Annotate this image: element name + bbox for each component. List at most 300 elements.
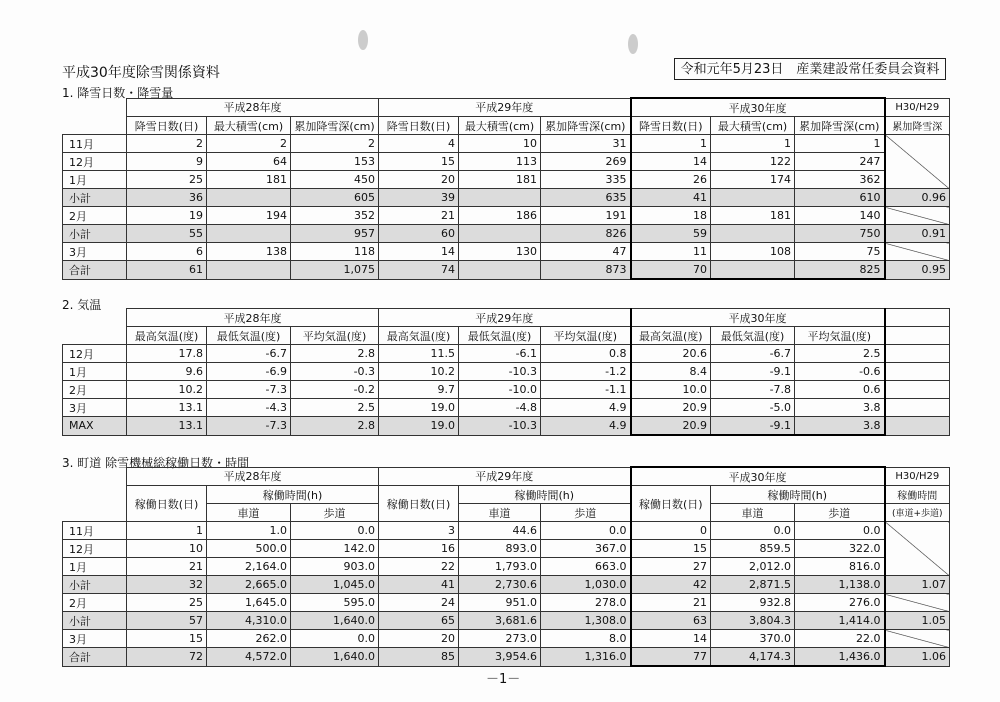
table-cell: 20 bbox=[379, 171, 459, 189]
ratio-empty-diag bbox=[885, 522, 950, 576]
ratio-cell: 1.06 bbox=[885, 648, 950, 667]
table-cell: 278.0 bbox=[541, 594, 631, 612]
machine-year-h28: 平成28年度 bbox=[127, 467, 379, 486]
table-cell: 610 bbox=[795, 189, 885, 207]
col-op-days: 稼働日数(日) bbox=[127, 486, 207, 522]
table-cell: 2 bbox=[207, 135, 291, 153]
table-cell: 153 bbox=[291, 153, 379, 171]
table-cell: 25 bbox=[127, 594, 207, 612]
table-cell: 2,871.5 bbox=[711, 576, 795, 594]
table-row bbox=[63, 612, 950, 630]
table-cell: 9.6 bbox=[127, 363, 207, 381]
table-cell: 70 bbox=[631, 261, 711, 280]
table-cell: 500.0 bbox=[207, 540, 291, 558]
col-max-snow: 最大積雪(cm) bbox=[207, 117, 291, 135]
row-label: 2月 bbox=[63, 207, 127, 225]
table-cell: 335 bbox=[541, 171, 631, 189]
section-2-heading: 2. 気温 bbox=[62, 298, 102, 312]
table-cell bbox=[207, 261, 291, 280]
table-cell: 0.0 bbox=[795, 522, 885, 540]
col-sidewalk: 歩道 bbox=[541, 504, 631, 522]
row-label: 11月 bbox=[63, 135, 127, 153]
row-label: 3月 bbox=[63, 630, 127, 648]
table-cell: 22.0 bbox=[795, 630, 885, 648]
section-3-heading: 3. 町道 除雪機械総稼働日数・時間 bbox=[62, 456, 250, 470]
table-cell: 25 bbox=[127, 171, 207, 189]
ratio-cell: 0.95 bbox=[885, 261, 950, 280]
ratio-cell: 0.96 bbox=[885, 189, 950, 207]
ratio-empty-diag bbox=[885, 207, 950, 225]
col-snow-days: 降雪日数(日) bbox=[127, 117, 207, 135]
table-cell: 20.6 bbox=[631, 345, 711, 363]
table-cell: 1,645.0 bbox=[207, 594, 291, 612]
table-cell: -10.3 bbox=[459, 417, 541, 436]
col-ratio-hours: 稼働時間 bbox=[885, 486, 950, 504]
table-cell: 14 bbox=[379, 243, 459, 261]
table-cell: -6.1 bbox=[459, 345, 541, 363]
table-cell: 10 bbox=[127, 540, 207, 558]
col-cum-snow: 累加降雪深(cm) bbox=[795, 117, 885, 135]
table-cell: 4 bbox=[379, 135, 459, 153]
table-cell: 60 bbox=[379, 225, 459, 243]
table-cell: 0 bbox=[631, 522, 711, 540]
table-cell: 750 bbox=[795, 225, 885, 243]
col-sidewalk: 歩道 bbox=[291, 504, 379, 522]
empty-cell bbox=[885, 381, 950, 399]
table-cell: 352 bbox=[291, 207, 379, 225]
table-cell: 4.9 bbox=[541, 417, 631, 436]
table-cell: 0.8 bbox=[541, 345, 631, 363]
table-cell: 181 bbox=[711, 207, 795, 225]
table-cell: -1.1 bbox=[541, 381, 631, 399]
table-cell: 42 bbox=[631, 576, 711, 594]
table-cell: 15 bbox=[379, 153, 459, 171]
col-op-hours: 稼働時間(h) bbox=[711, 486, 885, 504]
empty-cell bbox=[885, 345, 950, 363]
temp-year-h28: 平成28年度 bbox=[127, 309, 379, 327]
table-cell: 59 bbox=[631, 225, 711, 243]
table-cell: 4.9 bbox=[541, 399, 631, 417]
table-cell: -7.3 bbox=[207, 417, 291, 436]
col-snow-days: 降雪日数(日) bbox=[379, 117, 459, 135]
table-row bbox=[63, 576, 950, 594]
table-cell: 31 bbox=[541, 135, 631, 153]
temp-year-h29: 平成29年度 bbox=[379, 309, 631, 327]
table-cell: -5.0 bbox=[711, 399, 795, 417]
table-cell: 0.0 bbox=[291, 522, 379, 540]
col-min-temp: 最低気温(度) bbox=[207, 327, 291, 345]
table-cell: 27 bbox=[631, 558, 711, 576]
row-label: 小計 bbox=[63, 189, 127, 207]
table-cell: 0.0 bbox=[291, 630, 379, 648]
page-number: －1－ bbox=[486, 672, 521, 687]
table-cell bbox=[207, 225, 291, 243]
table-row bbox=[63, 630, 950, 648]
table-cell: 322.0 bbox=[795, 540, 885, 558]
row-label: 1月 bbox=[63, 171, 127, 189]
table-cell: 605 bbox=[291, 189, 379, 207]
ratio-empty-diag bbox=[885, 594, 950, 612]
table-cell: 181 bbox=[459, 171, 541, 189]
table-cell: 14 bbox=[631, 630, 711, 648]
col-sidewalk: 歩道 bbox=[795, 504, 885, 522]
col-op-hours: 稼働時間(h) bbox=[207, 486, 379, 504]
table-cell: 57 bbox=[127, 612, 207, 630]
table-row bbox=[63, 540, 950, 558]
table-cell bbox=[711, 261, 795, 280]
col-min-temp: 最低気温(度) bbox=[459, 327, 541, 345]
table-cell: 663.0 bbox=[541, 558, 631, 576]
table-row bbox=[63, 153, 950, 171]
machine-year-h29: 平成29年度 bbox=[379, 467, 631, 486]
table-cell: 3 bbox=[379, 522, 459, 540]
col-ratio-label: 累加降雪深 bbox=[885, 117, 950, 135]
table-cell: 8.4 bbox=[631, 363, 711, 381]
row-label: MAX bbox=[63, 417, 127, 436]
table-cell: 951.0 bbox=[459, 594, 541, 612]
table-cell: 825 bbox=[795, 261, 885, 280]
table-cell: 3,804.3 bbox=[711, 612, 795, 630]
table-cell: 1,308.0 bbox=[541, 612, 631, 630]
table-cell: 108 bbox=[711, 243, 795, 261]
table-cell: 74 bbox=[379, 261, 459, 280]
table-row bbox=[63, 243, 950, 261]
table-cell: 186 bbox=[459, 207, 541, 225]
table-cell: 75 bbox=[795, 243, 885, 261]
row-label: 小計 bbox=[63, 612, 127, 630]
table-cell bbox=[459, 225, 541, 243]
table-cell: 1,075 bbox=[291, 261, 379, 280]
col-cum-snow: 累加降雪深(cm) bbox=[291, 117, 379, 135]
table-row bbox=[63, 363, 950, 381]
table-cell: 19.0 bbox=[379, 417, 459, 436]
table-cell: 191 bbox=[541, 207, 631, 225]
table-cell: 32 bbox=[127, 576, 207, 594]
table-row bbox=[63, 399, 950, 417]
table-cell: 367.0 bbox=[541, 540, 631, 558]
table-cell: 64 bbox=[207, 153, 291, 171]
table-cell: -6.9 bbox=[207, 363, 291, 381]
table-cell: 1,793.0 bbox=[459, 558, 541, 576]
table-cell: 20.9 bbox=[631, 399, 711, 417]
table-cell: 816.0 bbox=[795, 558, 885, 576]
col-max-temp: 最高気温(度) bbox=[631, 327, 711, 345]
table-row bbox=[63, 381, 950, 399]
table-cell: 4,310.0 bbox=[207, 612, 291, 630]
table-cell: 1,414.0 bbox=[795, 612, 885, 630]
machine-year-h30: 平成30年度 bbox=[631, 467, 885, 486]
table-cell: 2 bbox=[127, 135, 207, 153]
table-cell: 859.5 bbox=[711, 540, 795, 558]
table-cell: 21 bbox=[127, 558, 207, 576]
table-row bbox=[63, 594, 950, 612]
table-cell: 2.8 bbox=[291, 345, 379, 363]
table-cell: 1,045.0 bbox=[291, 576, 379, 594]
table-cell: -0.3 bbox=[291, 363, 379, 381]
table-cell: 276.0 bbox=[795, 594, 885, 612]
table-cell: 65 bbox=[379, 612, 459, 630]
table-cell bbox=[207, 189, 291, 207]
row-label: 12月 bbox=[63, 153, 127, 171]
row-label: 合計 bbox=[63, 261, 127, 280]
table-cell: 247 bbox=[795, 153, 885, 171]
table-cell: 11 bbox=[631, 243, 711, 261]
table-cell: 19 bbox=[127, 207, 207, 225]
table-cell: 21 bbox=[631, 594, 711, 612]
row-label: 小計 bbox=[63, 225, 127, 243]
table-cell: 24 bbox=[379, 594, 459, 612]
ratio-cell: 0.91 bbox=[885, 225, 950, 243]
table-cell: 2 bbox=[291, 135, 379, 153]
table-cell: 10 bbox=[459, 135, 541, 153]
table-cell: 1,316.0 bbox=[541, 648, 631, 667]
table-cell: 9.7 bbox=[379, 381, 459, 399]
table-cell: 873 bbox=[541, 261, 631, 280]
col-op-days: 稼働日数(日) bbox=[379, 486, 459, 522]
table-cell: 130 bbox=[459, 243, 541, 261]
table-cell: 122 bbox=[711, 153, 795, 171]
table-cell: 269 bbox=[541, 153, 631, 171]
table-cell: 362 bbox=[795, 171, 885, 189]
table-cell: 138 bbox=[207, 243, 291, 261]
table-cell: 10.2 bbox=[379, 363, 459, 381]
table-cell: 26 bbox=[631, 171, 711, 189]
table-cell: -9.1 bbox=[711, 417, 795, 436]
table-cell: 2,665.0 bbox=[207, 576, 291, 594]
col-max-snow: 最大積雪(cm) bbox=[711, 117, 795, 135]
ratio-empty-diag bbox=[885, 243, 950, 261]
document-title: 平成30年度除雪関係資料 bbox=[62, 65, 220, 81]
table-cell: 595.0 bbox=[291, 594, 379, 612]
table-cell: 262.0 bbox=[207, 630, 291, 648]
table-cell: 2,730.6 bbox=[459, 576, 541, 594]
row-label: 11月 bbox=[63, 522, 127, 540]
table-cell: 0.0 bbox=[541, 522, 631, 540]
table-cell: 15 bbox=[631, 540, 711, 558]
table-cell: 450 bbox=[291, 171, 379, 189]
ratio-empty-diag bbox=[885, 135, 950, 189]
row-label: 1月 bbox=[63, 363, 127, 381]
table-row bbox=[63, 648, 950, 667]
row-label: 小計 bbox=[63, 576, 127, 594]
table-cell: 41 bbox=[379, 576, 459, 594]
table-cell: 1,640.0 bbox=[291, 648, 379, 667]
row-label: 1月 bbox=[63, 558, 127, 576]
table-cell: -7.8 bbox=[711, 381, 795, 399]
machine-ratio-header: H30/H29 bbox=[885, 467, 950, 486]
table-cell: 1.0 bbox=[207, 522, 291, 540]
table-cell: 18 bbox=[631, 207, 711, 225]
col-avg-temp: 平均気温(度) bbox=[795, 327, 885, 345]
table-cell: -4.3 bbox=[207, 399, 291, 417]
table-cell: -10.3 bbox=[459, 363, 541, 381]
table-cell: 77 bbox=[631, 648, 711, 667]
table-cell: 10.2 bbox=[127, 381, 207, 399]
table-cell: 8.0 bbox=[541, 630, 631, 648]
table-cell bbox=[711, 225, 795, 243]
table-cell bbox=[459, 261, 541, 280]
table-cell: 113 bbox=[459, 153, 541, 171]
col-op-hours: 稼働時間(h) bbox=[459, 486, 631, 504]
table-cell: 174 bbox=[711, 171, 795, 189]
table-cell: 273.0 bbox=[459, 630, 541, 648]
table-cell: -4.8 bbox=[459, 399, 541, 417]
table-cell: 11.5 bbox=[379, 345, 459, 363]
table-cell: 2,164.0 bbox=[207, 558, 291, 576]
table-cell: 370.0 bbox=[711, 630, 795, 648]
table-cell: 2.8 bbox=[291, 417, 379, 436]
table-cell: 181 bbox=[207, 171, 291, 189]
section-1-heading: 1. 降雪日数・降雪量 bbox=[62, 86, 174, 100]
table-cell: -10.0 bbox=[459, 381, 541, 399]
table-cell: -1.2 bbox=[541, 363, 631, 381]
ratio-empty-diag bbox=[885, 630, 950, 648]
table-cell: 957 bbox=[291, 225, 379, 243]
table-row bbox=[63, 171, 950, 189]
table-cell: 9 bbox=[127, 153, 207, 171]
table-cell: -0.6 bbox=[795, 363, 885, 381]
table-cell: 2.5 bbox=[291, 399, 379, 417]
col-max-temp: 最高気温(度) bbox=[379, 327, 459, 345]
table-row bbox=[63, 207, 950, 225]
row-label: 2月 bbox=[63, 594, 127, 612]
col-avg-temp: 平均気温(度) bbox=[541, 327, 631, 345]
punch-hole-left bbox=[358, 30, 368, 50]
machine-table bbox=[62, 466, 950, 667]
table-cell: 2,012.0 bbox=[711, 558, 795, 576]
table-cell: 903.0 bbox=[291, 558, 379, 576]
table-cell: -0.2 bbox=[291, 381, 379, 399]
table-cell: 22 bbox=[379, 558, 459, 576]
temp-year-h30: 平成30年度 bbox=[631, 309, 885, 327]
table-row bbox=[63, 558, 950, 576]
row-label: 2月 bbox=[63, 381, 127, 399]
table-row bbox=[63, 135, 950, 153]
col-max-temp: 最高気温(度) bbox=[127, 327, 207, 345]
table-cell: 36 bbox=[127, 189, 207, 207]
table-cell: -7.3 bbox=[207, 381, 291, 399]
table-cell: 1,640.0 bbox=[291, 612, 379, 630]
table-cell: 893.0 bbox=[459, 540, 541, 558]
temperature-table bbox=[62, 308, 950, 436]
col-snow-days: 降雪日数(日) bbox=[631, 117, 711, 135]
table-cell: 118 bbox=[291, 243, 379, 261]
table-cell: 21 bbox=[379, 207, 459, 225]
table-cell: 13.1 bbox=[127, 417, 207, 436]
table-row bbox=[63, 522, 950, 540]
meeting-label-box: 令和元年5月23日 産業建設常任委員会資料 bbox=[674, 58, 946, 80]
table-cell: 39 bbox=[379, 189, 459, 207]
table-cell: 3,681.6 bbox=[459, 612, 541, 630]
table-cell: 142.0 bbox=[291, 540, 379, 558]
table-cell: 3,954.6 bbox=[459, 648, 541, 667]
col-op-days: 稼働日数(日) bbox=[631, 486, 711, 522]
snow-year-h28: 平成28年度 bbox=[127, 98, 379, 117]
table-cell: 1 bbox=[795, 135, 885, 153]
table-cell: 1,030.0 bbox=[541, 576, 631, 594]
table-cell bbox=[459, 189, 541, 207]
table-cell: 4,174.3 bbox=[711, 648, 795, 667]
row-label: 3月 bbox=[63, 399, 127, 417]
col-max-snow: 最大積雪(cm) bbox=[459, 117, 541, 135]
table-cell: 17.8 bbox=[127, 345, 207, 363]
snow-table bbox=[62, 97, 950, 280]
table-cell: 16 bbox=[379, 540, 459, 558]
table-cell: 826 bbox=[541, 225, 631, 243]
table-cell: 194 bbox=[207, 207, 291, 225]
snow-year-h30: 平成30年度 bbox=[631, 98, 885, 117]
table-cell: 20.9 bbox=[631, 417, 711, 436]
row-label: 12月 bbox=[63, 540, 127, 558]
table-cell: 4,572.0 bbox=[207, 648, 291, 667]
table-cell: 0.6 bbox=[795, 381, 885, 399]
punch-hole-right bbox=[628, 34, 638, 54]
table-cell: 1 bbox=[711, 135, 795, 153]
table-cell: 72 bbox=[127, 648, 207, 667]
snow-ratio-header: H30/H29 bbox=[885, 98, 950, 117]
table-cell: 15 bbox=[127, 630, 207, 648]
table-cell: -6.7 bbox=[711, 345, 795, 363]
table-row bbox=[63, 345, 950, 363]
table-cell: -6.7 bbox=[207, 345, 291, 363]
table-cell: 61 bbox=[127, 261, 207, 280]
table-cell: 47 bbox=[541, 243, 631, 261]
table-cell: 14 bbox=[631, 153, 711, 171]
col-ratio-sub: (車道+歩道) bbox=[885, 504, 950, 522]
col-road: 車道 bbox=[711, 504, 795, 522]
snow-year-h29: 平成29年度 bbox=[379, 98, 631, 117]
empty-cell bbox=[885, 363, 950, 381]
table-cell: 13.1 bbox=[127, 399, 207, 417]
table-cell: 55 bbox=[127, 225, 207, 243]
col-avg-temp: 平均気温(度) bbox=[291, 327, 379, 345]
table-cell: 44.6 bbox=[459, 522, 541, 540]
row-label: 3月 bbox=[63, 243, 127, 261]
table-row bbox=[63, 189, 950, 207]
table-cell: 1 bbox=[127, 522, 207, 540]
empty-cell bbox=[885, 399, 950, 417]
table-cell: 3.8 bbox=[795, 399, 885, 417]
table-cell: 85 bbox=[379, 648, 459, 667]
row-label: 合計 bbox=[63, 648, 127, 667]
table-cell: 1 bbox=[631, 135, 711, 153]
table-cell: 932.8 bbox=[711, 594, 795, 612]
ratio-cell: 1.07 bbox=[885, 576, 950, 594]
col-road: 車道 bbox=[459, 504, 541, 522]
table-cell: 10.0 bbox=[631, 381, 711, 399]
table-cell: 1,138.0 bbox=[795, 576, 885, 594]
empty-cell bbox=[885, 417, 950, 436]
table-cell bbox=[711, 189, 795, 207]
table-cell: 635 bbox=[541, 189, 631, 207]
table-cell: 19.0 bbox=[379, 399, 459, 417]
table-row bbox=[63, 225, 950, 243]
table-cell: 63 bbox=[631, 612, 711, 630]
ratio-cell: 1.05 bbox=[885, 612, 950, 630]
col-cum-snow: 累加降雪深(cm) bbox=[541, 117, 631, 135]
col-min-temp: 最低気温(度) bbox=[711, 327, 795, 345]
table-cell: 41 bbox=[631, 189, 711, 207]
table-cell: 3.8 bbox=[795, 417, 885, 436]
table-cell: 1,436.0 bbox=[795, 648, 885, 667]
table-row bbox=[63, 417, 950, 436]
table-cell: 140 bbox=[795, 207, 885, 225]
table-cell: -9.1 bbox=[711, 363, 795, 381]
table-cell: 0.0 bbox=[711, 522, 795, 540]
table-cell: 6 bbox=[127, 243, 207, 261]
table-row bbox=[63, 261, 950, 280]
col-road: 車道 bbox=[207, 504, 291, 522]
